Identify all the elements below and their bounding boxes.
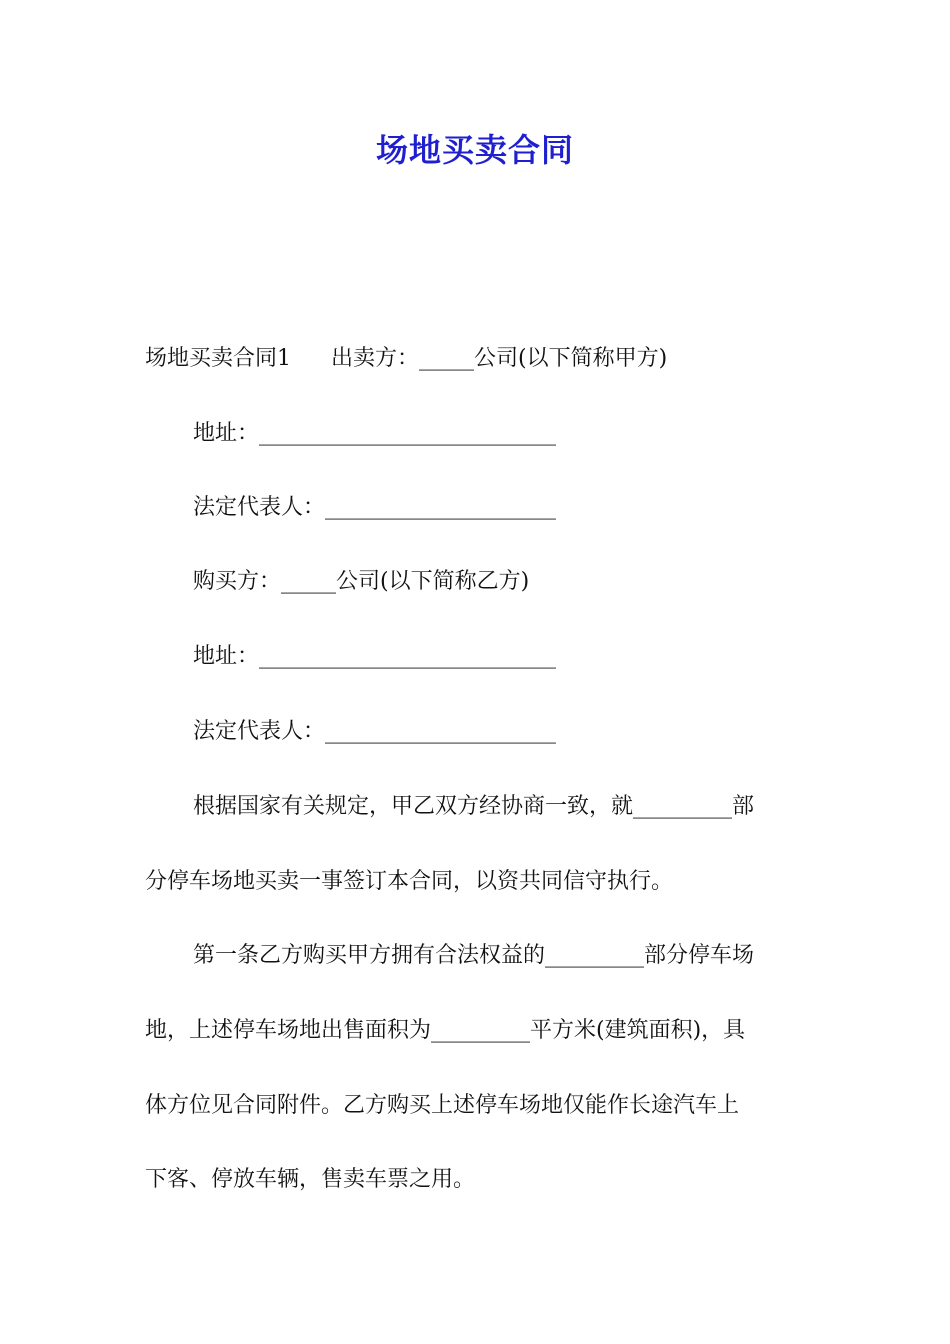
seller-address-line: 地址：___________________________ — [193, 421, 557, 446]
buyer-representative-line: 法定代表人：_____________________ — [193, 719, 557, 744]
article-one-line-3: 体方位见合同附件。乙方购买上述停车场地仅能作长途汽车上 — [145, 1093, 740, 1118]
article-one-line-2: 地，上述停车场地出售面积为_________平方米(建筑面积)，具 — [145, 1018, 746, 1043]
buyer-address-line: 地址：___________________________ — [193, 644, 557, 669]
document-title: 场地买卖合同 — [375, 131, 574, 169]
buyer-line: 购买方：_____公司(以下简称乙方) — [193, 569, 530, 594]
article-one-line-1: 第一条乙方购买甲方拥有合法权益的_________部分停车场 — [193, 943, 755, 968]
contract-heading: 场地买卖合同1 — [145, 346, 291, 371]
seller-line: 出卖方：_____公司(以下简称甲方) — [331, 346, 668, 371]
paragraph-basis-line-2: 分停车场地买卖一事签订本合同，以资共同信守执行。 — [145, 869, 674, 894]
paragraph-basis-line-1: 根据国家有关规定，甲乙双方经协商一致，就_________部 — [193, 794, 755, 819]
article-one-line-4: 下客、停放车辆，售卖车票之用。 — [145, 1167, 476, 1192]
seller-representative-line: 法定代表人：_____________________ — [193, 495, 557, 520]
first-line — [145, 343, 667, 375]
